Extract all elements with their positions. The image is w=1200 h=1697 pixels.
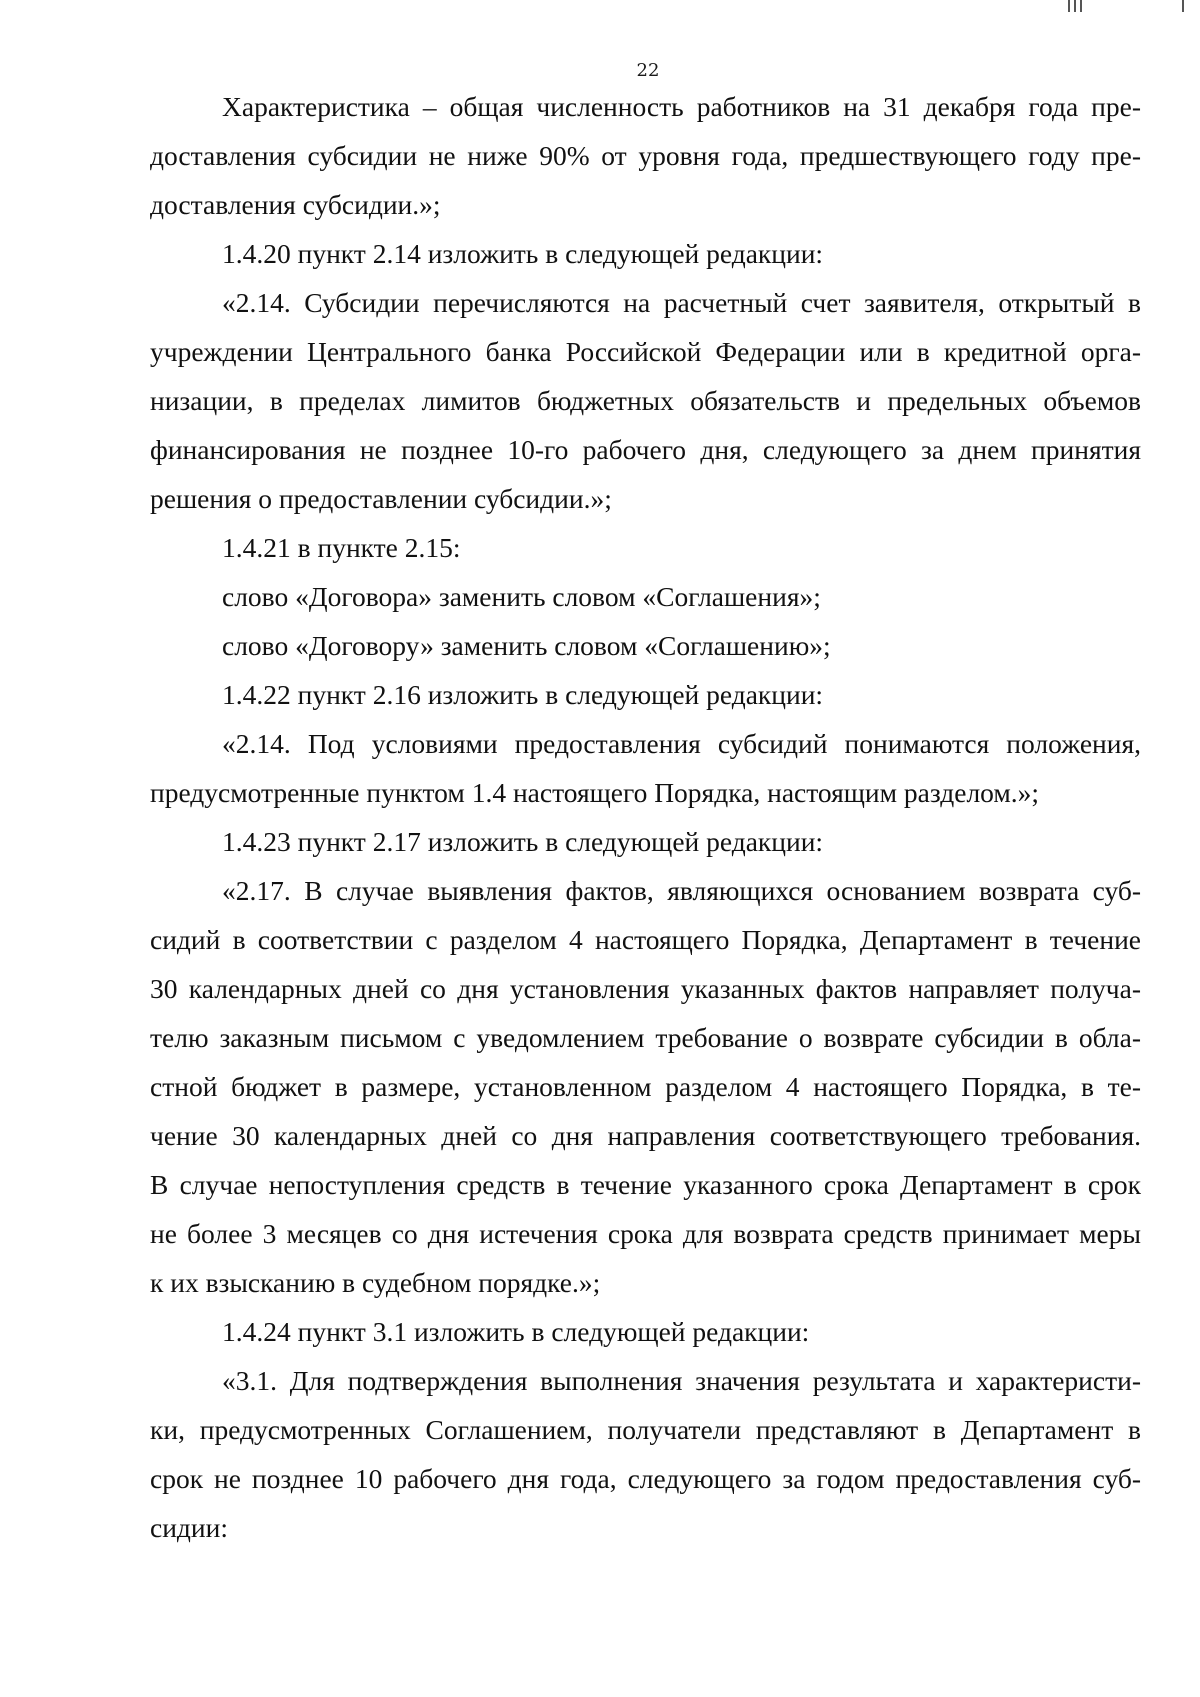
- text-line: не более 3 месяцев со дня истечения срока для возврата средств принимает меры: [150, 1218, 1141, 1249]
- text-line: «2.17. В случае выявления фактов, являющихся основанием возврата суб-: [222, 875, 1141, 906]
- text-line: стной бюджет в размере, установленном разделом 4 настоящего Порядка, в те-: [150, 1071, 1141, 1102]
- text-line: Характеристика – общая численность работников на 31 декабря года пре-: [222, 91, 1141, 122]
- text-line: телю заказным письмом с уведомлением требование о возврате субсидии в обла-: [150, 1022, 1141, 1053]
- text-line: доставления субсидии.»;: [150, 189, 441, 220]
- page-number: 22: [636, 60, 660, 81]
- text-line: учреждении Центрального банка Российской Федерации или в кредитной орга-: [150, 336, 1141, 367]
- scan-mark: [1080, 0, 1082, 12]
- text-line: низации, в пределах лимитов бюджетных обязательств и предельных объемов: [150, 385, 1141, 416]
- text-line: доставления субсидии не ниже 90% от уровня года, предшествующего году пре-: [150, 140, 1141, 171]
- text-line: к их взысканию в судебном порядке.»;: [150, 1267, 601, 1298]
- text-line: слово «Договору» заменить словом «Соглашению»;: [222, 630, 831, 661]
- text-line: предусмотренные пунктом 1.4 настоящего Порядка, настоящим разделом.»;: [150, 777, 1040, 808]
- text-line: финансирования не позднее 10-го рабочего дня, следующего за днем принятия: [150, 434, 1141, 465]
- text-line: 1.4.20 пункт 2.14 изложить в следующей редакции:: [222, 238, 824, 269]
- text-line: 1.4.24 пункт 3.1 изложить в следующей редакции:: [222, 1316, 810, 1347]
- text-line: «2.14. Под условиями предоставления субсидий понимаются положения,: [222, 728, 1141, 759]
- text-line: 1.4.21 в пункте 2.15:: [222, 532, 461, 563]
- text-line: ки, предусмотренных Соглашением, получатели представляют в Департамент в: [150, 1414, 1141, 1445]
- text-line: 1.4.22 пункт 2.16 изложить в следующей редакции:: [222, 679, 824, 710]
- scan-mark: [1068, 0, 1070, 12]
- text-line: сидий в соответствии с разделом 4 настоящего Порядка, Департамент в течение: [150, 924, 1141, 955]
- text-line: слово «Договора» заменить словом «Соглашения»;: [222, 581, 821, 612]
- text-line: срок не позднее 10 рабочего дня года, следующего за годом предоставления суб-: [150, 1463, 1141, 1494]
- scan-mark: [1182, 0, 1184, 12]
- text-line: чение 30 календарных дней со дня направления соответствующего требования.: [150, 1120, 1141, 1151]
- text-line: сидии:: [150, 1512, 228, 1543]
- text-line: 1.4.23 пункт 2.17 изложить в следующей редакции:: [222, 826, 824, 857]
- document-body: [150, 82, 1141, 1552]
- text-line: В случае непоступления средств в течение указанного срока Департамент в срок: [150, 1169, 1141, 1200]
- text-line: решения о предоставлении субсидии.»;: [150, 483, 612, 514]
- text-line: «2.14. Субсидии перечисляются на расчетный счет заявителя, открытый в: [222, 287, 1141, 318]
- text-line: 30 календарных дней со дня установления указанных фактов направляет получа-: [150, 973, 1141, 1004]
- scan-mark: [1074, 0, 1076, 12]
- text-line: «3.1. Для подтверждения выполнения значения результата и характеристи-: [222, 1365, 1141, 1396]
